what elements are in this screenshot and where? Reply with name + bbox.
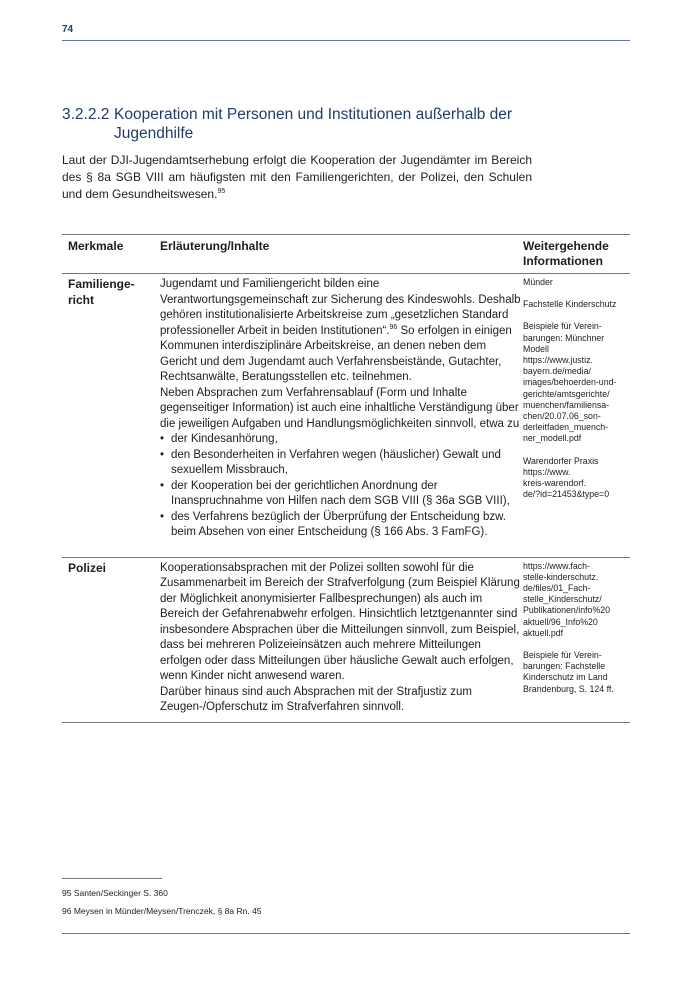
footnote-96: 96 Meysen in Münder/Meysen/Trenczek, § 8a Rn. 45: [62, 906, 262, 916]
header-informationen: [523, 239, 630, 269]
info-link[interactable]: aktuell/96_Info%20: [523, 616, 598, 627]
list-item: • den Besonderheiten in Verfahren wegen (häuslicher) Gewalt und sexuellem Missbrauch,: [160, 448, 523, 479]
row-label-line: Familienge-: [68, 277, 135, 291]
info-text: Brandenburg, S. 124 ff.: [523, 683, 614, 694]
footnote-separator: [62, 878, 162, 879]
table-header-row: [62, 235, 630, 269]
section-title-line1: Kooperation mit Personen und Institutionen außerhalb der: [114, 106, 513, 123]
header-info-line2: Informationen: [523, 254, 603, 268]
info-link[interactable]: stelle-kinderschutz.: [523, 571, 599, 582]
info-text: Fachstelle Kinderschutz: [523, 299, 617, 310]
info-link[interactable]: de/files/01_Fach-: [523, 582, 591, 593]
section-title-line2: Jugendhilfe: [114, 125, 194, 142]
row-label-polizei: [62, 561, 160, 716]
info-link[interactable]: images/behoerden-und-: [523, 377, 617, 388]
page-number: 74: [62, 24, 74, 35]
info-link[interactable]: stelle_Kinderschutz/: [523, 594, 602, 605]
content-text: So erfolgen in einigen Kommunen interdisziplinäre Arbeitskreise, an denen neben dem Gericht und dem Jugendamt auch Verfahrensbeistände, Gutachter, Rechtsanwälte, Beratungsstellen etc. teilnehmen.: [160, 324, 512, 383]
row-info-familiengericht: [523, 277, 630, 541]
info-link[interactable]: https://www.: [523, 466, 571, 477]
row-label-line: Polizei: [68, 560, 107, 575]
content-paragraph: Kooperationsabsprachen mit der Polizei sollten sowohl für die Zusammenarbeit im Bereich der Strafverfolgung (zum Beispiel Klärung der Möglichkeit anonymisierter Fallbesprechungen) als auch im Bereich der Gefahrenabwehr erfolgen. Hinsichtlich letztgenannter sind insbesondere Absprachen über die Mitteilungen sinnvoll, zum Beispiel, dass bei mehreren Polizeieinsätzen auch mehrere Mitteilungen erfolgen oder dass Mitteilungen über häusliche Gewalt auch erfolgen, wenn Kinder nicht anwesend waren.: [160, 561, 520, 682]
info-text: Modell: [523, 343, 549, 354]
info-link[interactable]: kreis-warendorf.: [523, 478, 587, 489]
info-text: Warendorfer Praxis: [523, 455, 599, 466]
row-content-familiengericht: [160, 277, 523, 541]
info-link[interactable]: gerichte/amtsgerichte/: [523, 388, 610, 399]
content-paragraph: [160, 277, 523, 386]
info-link[interactable]: chen/20.07.06_son-: [523, 411, 601, 422]
content-text: Jugendamt und Familiengericht bilden eine Verantwortungsgemeinschaft zur Sicherung des Kindeswohls. Deshalb gehören institutionalisierte Arbeitskreise zum „gesetzlichen Standard professioneller Arbeit in beiden Institutionen“.: [160, 278, 521, 337]
row-label-familiengericht: [62, 277, 160, 541]
info-text: barungen: Münchner: [523, 332, 605, 343]
row-info-polizei: [523, 561, 630, 716]
list-item: • der Kooperation bei der gerichtlichen Anordnung der Inanspruchnahme von Hilfen nach dem SGB VIII (§ 36a SGB VIII),: [160, 479, 523, 510]
header-info-line1: Weitergehende: [523, 239, 609, 253]
table-bottom-rule: [62, 722, 630, 723]
content-paragraph: Darüber hinaus sind auch Absprachen mit der Strafjustiz zum Zeugen-/Opferschutz im Strafverfahren sinnvoll.: [160, 685, 472, 713]
info-text: Kinderschutz im Land: [523, 672, 608, 683]
info-link[interactable]: https://www.fach-: [523, 560, 590, 571]
info-link[interactable]: aktuell.pdf: [523, 627, 564, 638]
info-link[interactable]: muenchen/familiensa-: [523, 399, 610, 410]
row-content-polizei: [160, 561, 523, 716]
header-rule: [62, 40, 630, 41]
footnote-95: 95 Santen/Seckinger S. 360: [62, 888, 168, 898]
content-paragraph: Neben Absprachen zum Verfahrensablauf (Form und Inhalte gegenseitiger Information) ist auch eine inhaltliche Verständigung über die jeweiligen Aufgaben und Handlungsmöglichkeiten sinnvoll, etwa zu: [160, 386, 520, 430]
section-number: 3.2.2.2: [62, 106, 110, 123]
info-text: barungen: Fachstelle: [523, 661, 606, 672]
info-text: Beispiele für Verein-: [523, 321, 602, 332]
footnote-ref-96[interactable]: 96: [389, 323, 398, 331]
info-link[interactable]: Publikationen/info%20: [523, 605, 611, 616]
footnote-ref-95[interactable]: 95: [217, 188, 226, 195]
info-link[interactable]: derleitfaden_muench-: [523, 422, 609, 433]
info-link[interactable]: https://www.justiz.: [523, 355, 593, 366]
info-link[interactable]: bayern.de/media/: [523, 366, 591, 377]
footer-rule: [62, 933, 630, 934]
header-merkmale: Merkmale: [68, 239, 124, 253]
header-erlaeuterung: Erläuterung/Inhalte: [160, 239, 270, 253]
list-item: • des Verfahrens bezüglich der Überprüfung der Entscheidung bzw. beim Absehen von einer Entscheidung (§ 166 Abs. 3 FamFG).: [160, 510, 523, 541]
intro-paragraph: [62, 152, 532, 203]
row-label-line: richt: [68, 292, 95, 307]
section-heading: [62, 105, 582, 143]
bullet-list: [160, 432, 523, 541]
footnotes: [62, 888, 262, 924]
info-link[interactable]: ner_modell.pdf: [523, 433, 582, 444]
info-text: Münder: [523, 277, 553, 287]
table-row-polizei: [62, 558, 630, 722]
info-link[interactable]: de/?id=21453&type=0: [523, 489, 610, 500]
intro-text: Laut der DJI-Jugendamtserhebung erfolgt die Kooperation der Jugendämter im Bereich des § 8a SGB VIII am häufigsten mit den Familiengerichten, der Polizei, den Schulen und dem Gesundheitswesen.: [62, 153, 532, 201]
info-text: Beispiele für Verein-: [523, 649, 602, 660]
cooperation-table: [62, 234, 630, 723]
list-item: • der Kindesanhörung,: [160, 432, 523, 448]
table-row-familiengericht: [62, 274, 630, 547]
